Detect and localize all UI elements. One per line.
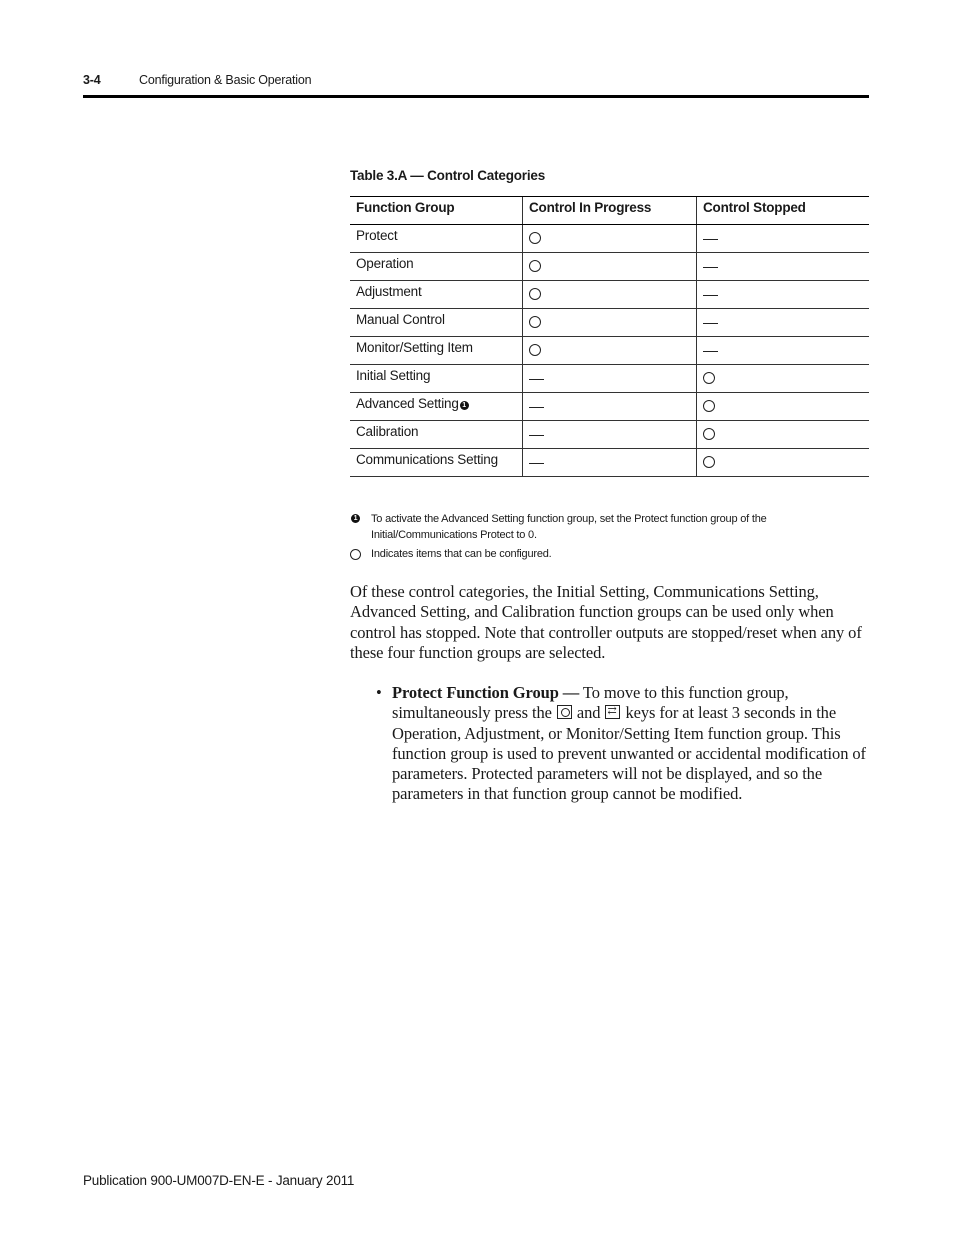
cell-function-group [350,449,523,477]
dash-icon [703,239,718,240]
circle-icon [529,288,541,300]
cell-control-stopped [697,253,870,281]
dash-icon [703,323,718,324]
bullet-text [392,683,872,805]
circle-icon [529,232,541,244]
cell-function-group [350,421,523,449]
mode-key-icon: ⇄ [605,705,620,719]
cell-control-stopped [697,393,870,421]
column-header-control-stopped: Control Stopped [697,197,870,225]
cell-control-in-progress [523,365,697,393]
footnote-text: To activate the Advanced Setting function group, set the Protect function group of the Initial/Communications Protect to 0. [371,513,767,541]
table-row [350,225,869,253]
cell-control-in-progress [523,281,697,309]
section-title: Configuration & Basic Operation [139,73,312,87]
page-header [83,72,869,98]
function-group-label: Calibration [356,424,419,439]
circle-icon [703,372,715,384]
function-group-label: Initial Setting [356,368,431,383]
header-rule [83,95,869,98]
table-row [350,337,869,365]
dash-icon [703,267,718,268]
cell-control-stopped [697,225,870,253]
cell-function-group [350,309,523,337]
table-row [350,393,869,421]
dash-icon [529,463,544,464]
table-row [350,309,869,337]
dash-icon [703,295,718,296]
function-group-label: Monitor/Setting Item [356,340,473,355]
function-group-label: Communications Setting [356,452,498,467]
dash-icon [529,379,544,380]
cell-control-in-progress [523,421,697,449]
cell-control-stopped [697,365,870,393]
circle-icon [529,344,541,356]
table-row [350,421,869,449]
circle-icon [529,316,541,328]
column-header-function-group: Function Group [350,197,523,225]
function-group-label: Operation [356,256,414,271]
cell-function-group [350,365,523,393]
cell-function-group [350,393,523,421]
cell-control-in-progress [523,393,697,421]
bullet-text-part-1: To move to this function group, simultaneously press the [392,683,789,723]
table-row [350,253,869,281]
bullet-title: Protect Function Group — [392,683,580,702]
cell-control-in-progress [523,449,697,477]
footnote-marker-icon: 1 [460,401,469,410]
dash-icon [529,407,544,408]
table-row [350,281,869,309]
dash-icon [529,435,544,436]
page-footer: Publication 900-UM007D-EN-E - January 2011 [83,1173,355,1188]
footnote-advanced-setting [350,511,870,543]
legend-configurable [350,546,870,562]
circle-icon [703,428,715,440]
page-number: 3-4 [83,73,101,87]
function-group-label: Protect [356,228,398,243]
cell-control-stopped [697,309,870,337]
cell-control-in-progress [523,253,697,281]
body-paragraph: Of these control categories, the Initial Setting, Communications Setting, Advanced Setting, and Calibration function groups can be used only when control has stopped. Note that controller outputs are stopped/reset when any of these four function groups are selected. [350,582,862,662]
level-key-icon [557,705,572,719]
bullet-text-part-2: keys for at least 3 seconds in the Operation, Adjustment, or Monitor/Setting Item function group. This function group is used to prevent unwanted or accidental modification of parameters. Protected parameters will not be displayed, and so the parameters in that function group cannot be modified. [392,703,866,804]
legend-text: Indicates items that can be configured. [371,548,552,560]
circle-icon [350,549,361,560]
function-group-label: Adjustment [356,284,422,299]
table-row [350,365,869,393]
table-header-row [350,197,869,225]
control-categories-table [350,196,869,477]
cell-control-stopped [697,337,870,365]
footnote-number-icon: 1 [351,514,360,523]
cell-control-in-progress [523,225,697,253]
circle-icon [703,456,715,468]
cell-control-stopped [697,449,870,477]
cell-function-group [350,281,523,309]
table-row [350,449,869,477]
table-body [350,225,869,477]
circle-icon [703,400,715,412]
cell-control-in-progress [523,309,697,337]
dash-icon [703,351,718,352]
bullet-protect-function-group [376,683,872,805]
cell-control-stopped [697,421,870,449]
cell-control-in-progress [523,337,697,365]
circle-icon [529,260,541,272]
bullet-icon: • [376,683,382,702]
bullet-and: and [572,703,605,723]
function-group-label: Manual Control [356,312,445,327]
cell-function-group [350,337,523,365]
function-group-label: Advanced Setting [356,396,459,411]
cell-function-group [350,253,523,281]
cell-control-stopped [697,281,870,309]
cell-function-group [350,225,523,253]
column-header-control-in-progress: Control In Progress [523,197,697,225]
table-caption: Table 3.A — Control Categories [350,168,546,183]
